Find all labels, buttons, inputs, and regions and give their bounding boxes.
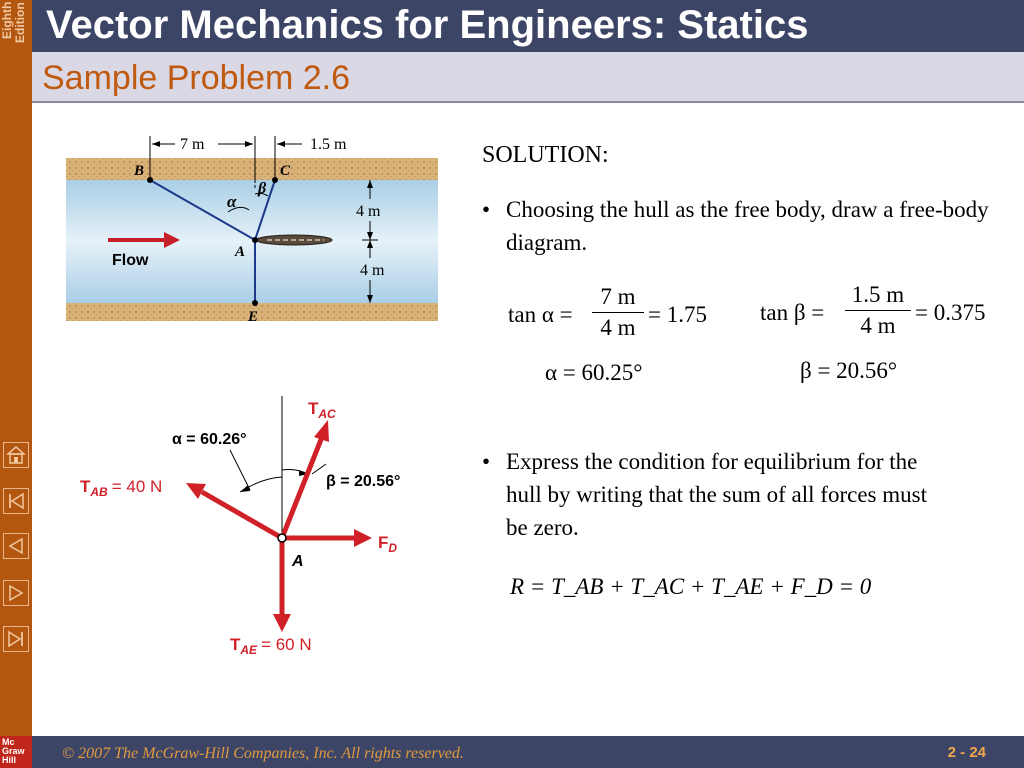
edition-line2: Edition (13, 2, 27, 43)
tan-alpha-fraction (592, 284, 644, 341)
t-ae-value: = 60 N (261, 635, 312, 654)
next-slide-icon (6, 583, 26, 603)
equilibrium-equation: R = T_AB + T_AC + T_AE + F_D = 0 (510, 574, 872, 599)
angle-beta: β (258, 180, 267, 197)
t-ae-subscript: AE (240, 643, 258, 657)
tan-alpha-lhs: tan α = (508, 302, 573, 327)
t-ab-symbol: T (80, 477, 91, 496)
previous-slide-icon (6, 536, 26, 556)
free-body-diagram (72, 392, 436, 672)
dim-7m: 7 m (180, 136, 205, 153)
f-d-symbol: F (378, 533, 389, 552)
bullet-free-body (482, 193, 1002, 259)
t-ac-symbol: T (308, 399, 319, 418)
tan-alpha-numerator: 7 m (592, 284, 644, 313)
solution-heading: SOLUTION: (482, 142, 609, 168)
bullet-point: • (482, 197, 491, 222)
point-a: A (235, 244, 246, 260)
edition-line1: Eighth (0, 2, 14, 40)
alpha-angle-label: α = 60.26° (172, 431, 247, 448)
flow-label: Flow (112, 252, 149, 269)
tan-beta-lhs: tan β = (760, 300, 825, 325)
first-slide-icon (6, 491, 26, 511)
beta-angle-label: β = 20.56° (326, 473, 401, 490)
t-ae-symbol: T (230, 635, 241, 654)
next-slide-button[interactable] (3, 580, 29, 606)
alpha-result: α = 60.25° (545, 360, 643, 385)
dim-4m-top: 4 m (356, 203, 381, 220)
bullet-equilibrium (482, 445, 952, 544)
home-icon (6, 445, 26, 465)
tan-beta-rhs: = 0.375 (915, 300, 986, 325)
home-button[interactable] (3, 442, 29, 468)
upper-bank (66, 158, 438, 180)
tan-beta-denominator: 4 m (860, 313, 896, 338)
bullet-text-2: Express the condition for equilibrium for the hull by writing that the sum of all forces must be zero. (506, 449, 927, 540)
point-a-fbd: A (292, 553, 304, 570)
last-slide-button[interactable] (3, 626, 29, 652)
previous-slide-button[interactable] (3, 533, 29, 559)
point-b: B (134, 163, 145, 179)
t-ab-subscript: AB (90, 485, 108, 499)
last-slide-icon (6, 629, 26, 649)
first-slide-button[interactable] (3, 488, 29, 514)
logo-line1: Mc (2, 737, 15, 747)
dim-4m-bottom: 4 m (360, 262, 385, 279)
slide-title: Vector Mechanics for Engineers: Statics (46, 3, 809, 47)
angle-alpha: α (227, 192, 237, 211)
tan-alpha-denominator: 4 m (600, 315, 636, 340)
point-e: E (248, 309, 259, 325)
beta-result: β = 20.56° (800, 358, 898, 383)
bullet-point: • (482, 449, 491, 474)
copyright-notice: © 2007 The McGraw-Hill Companies, Inc. All rights reserved. (62, 745, 464, 762)
logo-line2: Graw (2, 746, 25, 756)
dim-1-5m: 1.5 m (310, 136, 347, 153)
t-ac-subscript: AC (318, 407, 336, 421)
tan-beta-fraction (845, 282, 911, 339)
tan-alpha-rhs: = 1.75 (648, 302, 707, 327)
point-c: C (280, 163, 291, 179)
edition-label (1, 2, 31, 58)
t-ab-value: = 40 N (111, 477, 163, 496)
f-d-subscript: D (388, 541, 398, 555)
logo-line3: Hill (2, 755, 17, 765)
tan-beta-numerator: 1.5 m (845, 282, 911, 311)
mcgraw-hill-logo (0, 736, 32, 768)
slide-subtitle: Sample Problem 2.6 (42, 59, 351, 97)
river-schematic-figure (62, 130, 442, 326)
page-number: 2 - 24 (947, 744, 986, 761)
bullet-text-1: Choosing the hull as the free body, draw a free-body diagram. (506, 197, 989, 255)
